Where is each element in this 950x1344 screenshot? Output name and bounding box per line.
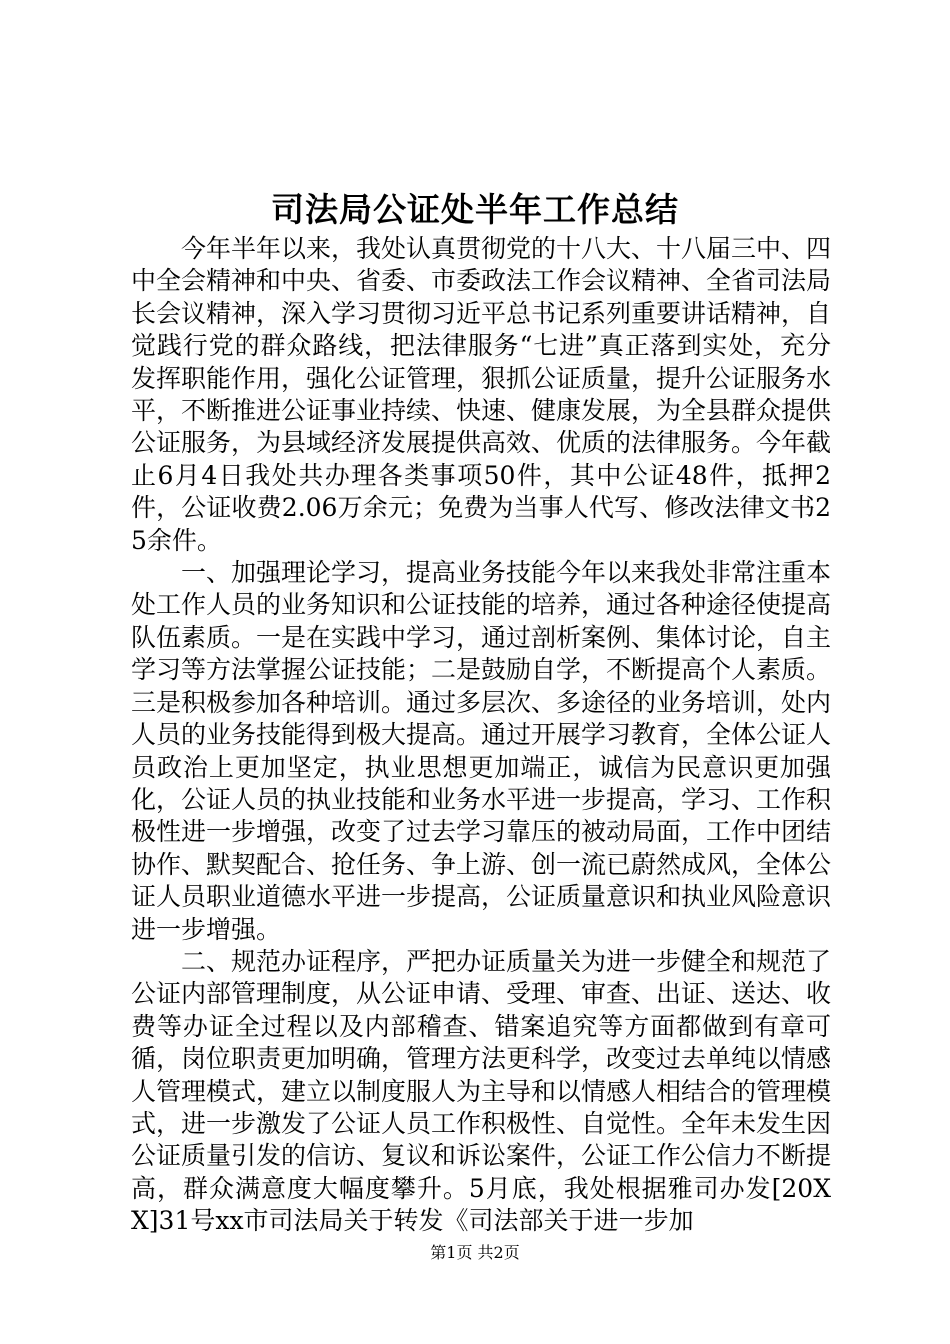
section-two-paragraph: 二、规范办证程序，严把办证质量关为进一步健全和规范了公证内部管理制度，从公证申请、受理、审查、出证、送达、收费等办证全过程以及内部稽查、错案追究等方面都做到有章可循，岗位职责更加明确，管理方法更科学，改变过去单纯以情感人管理模式，建立以制度服人为主导和以情感人相结合的管理模式，进一步激发了公证人员工作积极性、自觉性。全年未发生因公证质量引发的信访、复议和诉讼案件，公证工作公信力不断提高，群众满意度大幅度攀升。5月底，我处根据雅司办发[20XX]31号xx市司法局关于转发《司法部关于进一步加: [131, 946, 832, 1236]
document-title: 司法局公证处半年工作总结: [271, 190, 679, 229]
intro-paragraph: 今年半年以来，我处认真贯彻党的十八大、十八届三中、四中全会精神和中央、省委、市委政法工作会议精神、全省司法局长会议精神，深入学习贯彻习近平总书记系列重要讲话精神，自觉践行党的群众路线，把法律服务“七进”真正落到实处，充分发挥职能作用，强化公证管理，狠抓公证质量，提升公证服务水平，不断推进公证事业持续、快速、健康发展，为全县群众提供公证服务，为县域经济发展提供高效、优质的法律服务。今年截止6月4日我处共办理各类事项50件，其中公证48件，抵押2件，公证收费2.06万余元；免费为当事人代写、修改法律文书25余件。: [131, 234, 832, 555]
section-one-paragraph: 一、加强理论学习，提高业务技能今年以来我处非常注重本处工作人员的业务知识和公证技能的培养，通过各种途径使提高队伍素质。一是在实践中学习，通过剖析案例、集体讨论，自主学习等方法掌握公证技能；二是鼓励自学，不断提高个人素质。三是积极参加各种培训。通过多层次、多途径的业务培训，处内人员的业务技能得到极大提高。通过开展学习教育，全体公证人员政治上更加坚定，执业思想更加端正，诚信为民意识更加强化，公证人员的执业技能和业务水平进一步提高，学习、工作积极性进一步增强，改变了过去学习靠压的被动局面，工作中团结协作、默契配合、抢任务、争上游、创一流已蔚然成风，全体公证人员职业道德水平进一步提高，公证质量意识和执业风险意识进一步增强。: [131, 558, 832, 944]
document-body: [131, 233, 831, 1238]
page-footer: 第1页 共2页: [430, 1243, 520, 1262]
